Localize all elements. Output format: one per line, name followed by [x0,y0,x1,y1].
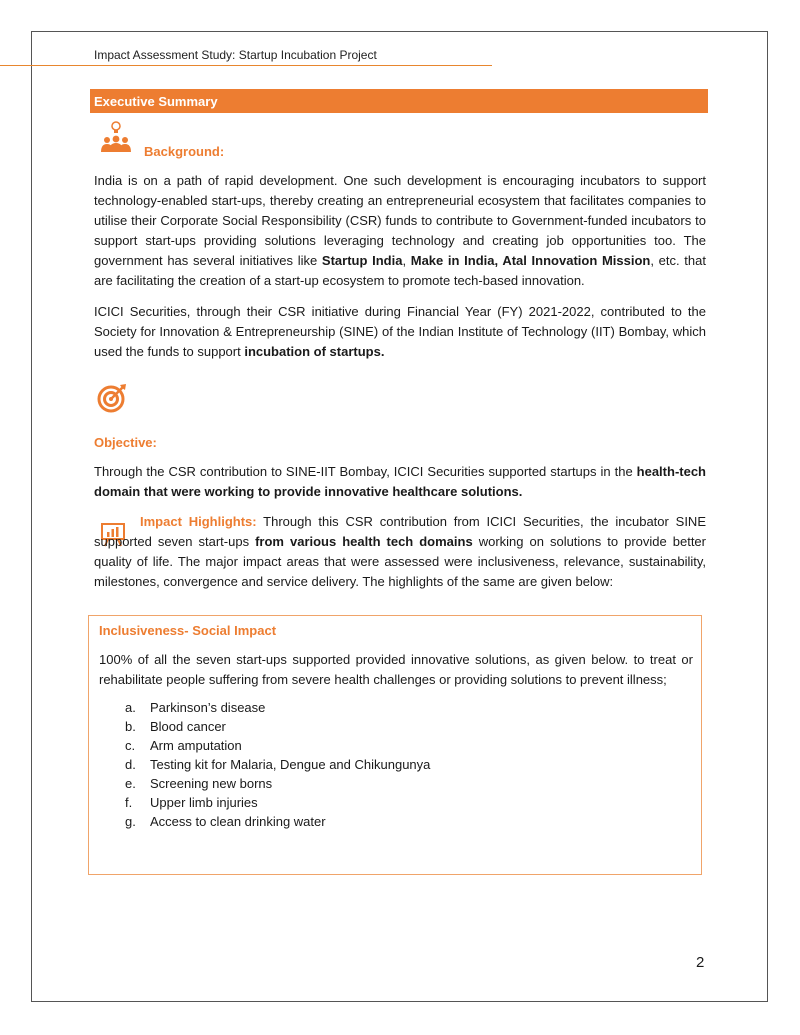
section-title-bar: Executive Summary [90,89,708,113]
impact-highlights-heading: Impact Highlights: [140,514,257,529]
running-header: Impact Assessment Study: Startup Incubation Project [94,48,377,62]
page-number: 2 [696,954,705,971]
list-item: c. Arm amputation [125,738,242,753]
background-heading: Background: [144,144,225,159]
impact-highlights-paragraph: Impact Highlights: Through this CSR contribution from ICICI Securities, the incubator SINE supported seven start-ups from various health tech domains working on solutions to provide better quality of life. The major impact areas that were assessed were inclusiveness, relevance, sustainability, milestones, convergence and service delivery. The highlights of the same are given below: [94,514,706,589]
list-item: f. Upper limb injuries [125,795,258,810]
inclusiveness-paragraph: 100% of all the seven start-ups supported provided innovative solutions, as given below. to treat or rehabilitate people suffering from severe health challenges or providing solutions to prevent illness; [99,652,693,687]
target-icon [96,382,128,414]
list-item: e. Screening new borns [125,776,273,791]
list-item: g. Access to clean drinking water [125,814,326,829]
team-idea-icon [100,120,132,154]
list-item: b. Blood cancer [125,719,226,734]
inclusiveness-title: Inclusiveness- Social Impact [99,623,277,638]
objective-paragraph: Through the CSR contribution to SINE-IIT Bombay, ICICI Securities supported startups in the health-tech domain that were working to provide innovative healthcare solutions. [94,464,706,499]
list-item: a. Parkinson’s disease [125,700,266,715]
inclusiveness-box [88,615,702,875]
list-item: d. Testing kit for Malaria, Dengue and Chikungunya [125,757,431,772]
background-paragraph-2: ICICI Securities, through their CSR initiative during Financial Year (FY) 2021-2022, contributed to the Society for Innovation & Entrepreneurship (SINE) of the Indian Institute of Technology (IIT) Bombay, which used the funds to support incubation of startups. [94,304,706,359]
solutions-list [125,698,430,831]
objective-heading: Objective: [94,435,157,450]
header-rule [0,65,492,66]
background-paragraph-1: India is on a path of rapid development. One such development is encouraging incubators to support technology-enabled start-ups, thereby creating an entrepreneurial ecosystem that facilitates companies to utilise their Corporate Social Responsibility (CSR) funds to contribute to Government-funded incubators to support start-ups providing solutions leveraging technology and creating job opportunities too. The government has several initiatives like Startup India, Make in India, Atal Innovation Mission, etc. that are facilitating the creation of a start-up ecosystem to promote tech-based innovation. [94,173,706,288]
